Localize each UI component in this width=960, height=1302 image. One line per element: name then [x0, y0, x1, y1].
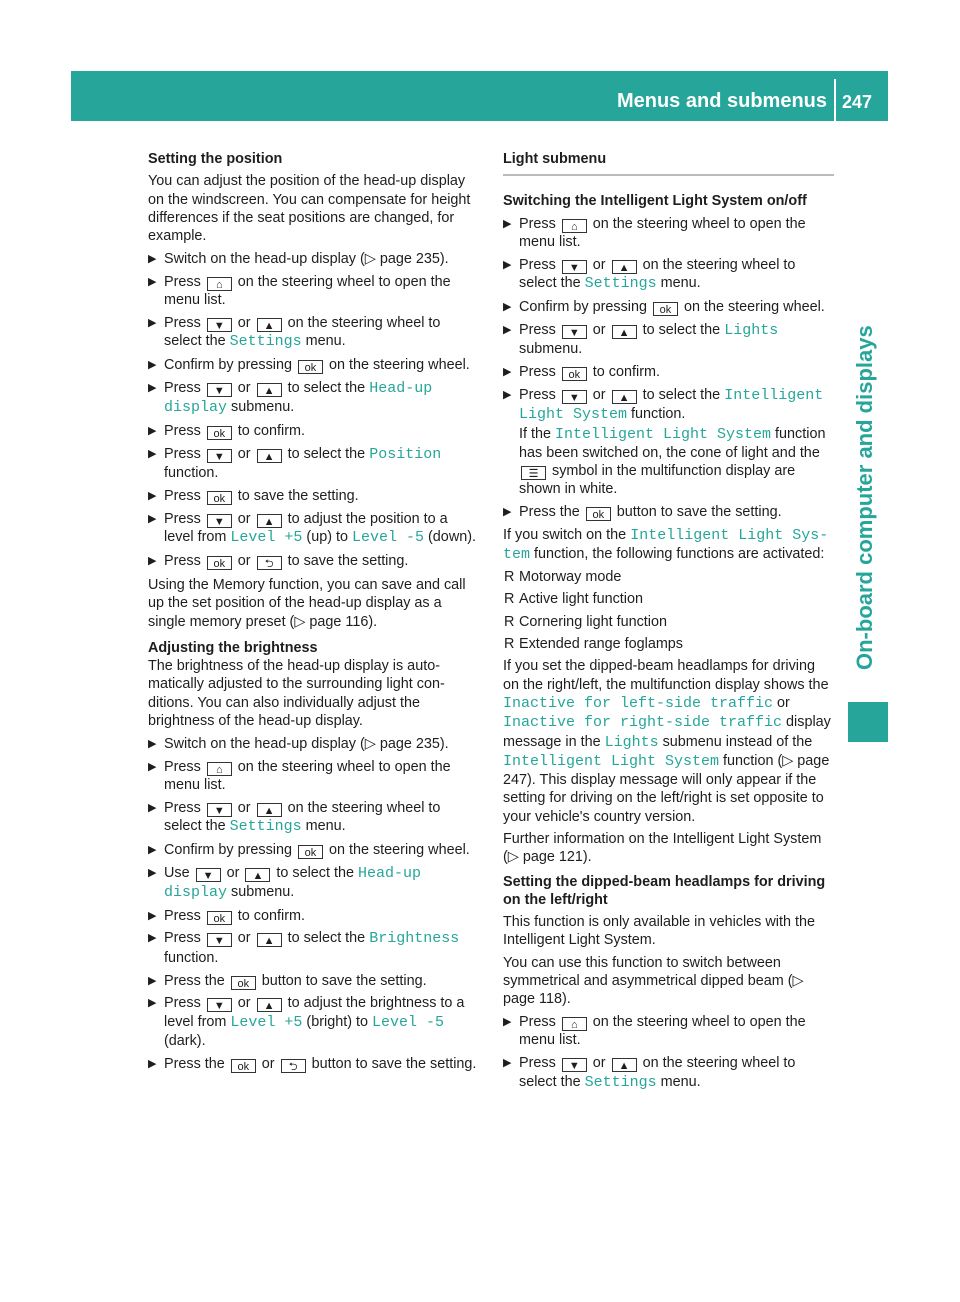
step: ▶ Press ▼ or ▲ to select the Lights submenu. — [503, 322, 779, 358]
home-icon: ⌂ — [562, 219, 587, 233]
bullet-item: R Active light function — [504, 591, 643, 608]
ok-icon: ok — [207, 556, 232, 570]
up-icon: ▲ — [257, 449, 282, 463]
step: ▶ Press ⌂ on the steering wheel to open the menu list. — [503, 216, 806, 251]
ok-icon: ok — [298, 360, 323, 374]
bullet-item: R Cornering light function — [504, 613, 667, 630]
step: ▶ Press ▼ or ▲ to adjust the position to a level from Level +5 (up) to Level -5 (down). — [148, 510, 477, 546]
down-icon: ▼ — [207, 998, 232, 1012]
ok-icon: ok — [562, 367, 587, 381]
arrow-icon: ▶ — [503, 259, 512, 272]
level-minus-5: Level -5 — [372, 1013, 445, 1031]
home-icon: ⌂ — [562, 1017, 587, 1031]
menu-settings: Settings — [584, 275, 657, 293]
menu-settings: Settings — [229, 333, 302, 351]
arrow-icon: ▶ — [148, 554, 157, 567]
paragraph: Using the Memory function, you can save and call up the set position of the head-up display as a single memory preset (▷ page 116). — [148, 576, 466, 630]
up-icon: ▲ — [257, 803, 282, 817]
step: ▶ Press the ok button to save the setting. — [148, 972, 427, 990]
arrow-icon: ▶ — [503, 366, 512, 379]
step: ▶ Press ok to confirm. — [503, 364, 660, 382]
ok-icon: ok — [586, 507, 611, 521]
light-symbol-icon: ☰ — [521, 466, 546, 480]
up-icon: ▲ — [257, 318, 282, 332]
section-title: Menus and submenus — [616, 90, 827, 112]
msg-inactive-right: Inactive for right-side traffic — [503, 714, 783, 732]
arrow-icon: ▶ — [148, 424, 157, 437]
step: ▶ Confirm by pressing ok on the steering wheel. — [148, 356, 470, 374]
step: ▶ Press ▼ or ▲ to select the Head-up display submenu. — [148, 379, 433, 417]
step: ▶ Press ⌂ on the steering wheel to open the menu list. — [503, 1014, 806, 1049]
menu-lights: Lights — [724, 322, 779, 340]
menu-head-up-display: Head-up display — [164, 379, 433, 417]
menu-settings: Settings — [584, 1073, 657, 1091]
ok-icon: ok — [298, 845, 323, 859]
heading-setting-position: Setting the position — [148, 151, 283, 167]
up-icon: ▲ — [257, 383, 282, 397]
up-icon: ▲ — [245, 868, 270, 882]
step: ▶ Press ▼ or ▲ to adjust the brightness to a level from Level +5 (bright) to Level -5 (dark). — [148, 995, 465, 1049]
back-icon: ⮌ — [257, 556, 282, 570]
ok-icon: ok — [231, 976, 256, 990]
page-number: 247 — [842, 92, 873, 112]
arrow-icon: ▶ — [148, 358, 157, 371]
step: ▶ Press ▼ or ▲ to select the Position function. — [148, 445, 442, 481]
heading-dipped-beam: Setting the dipped-beam headlamps for driving on the left/right — [503, 873, 826, 908]
chapter-label: On-board computer and displays — [852, 325, 877, 670]
back-icon: ⮌ — [281, 1059, 306, 1073]
menu-lights: Lights — [604, 733, 659, 751]
paragraph: You can use this function to switch between symmetrical and asymmetrical dipped beam (▷ page 118). — [503, 954, 804, 1008]
down-icon: ▼ — [562, 1058, 587, 1072]
down-icon: ▼ — [196, 868, 221, 882]
step: ▶ Press ok or ⮌ to save the setting. — [148, 552, 409, 570]
arrow-icon: ▶ — [148, 974, 157, 987]
arrow-icon: ▶ — [148, 866, 157, 879]
ok-icon: ok — [207, 911, 232, 925]
arrow-icon: ▶ — [148, 275, 157, 288]
arrow-icon: ▶ — [503, 506, 512, 519]
paragraph: Further information on the Intelligent Light System (▷ page 121). — [503, 831, 822, 866]
arrow-icon: ▶ — [148, 760, 157, 773]
ok-icon: ok — [207, 426, 232, 440]
step: ▶ Confirm by pressing ok on the steering wheel. — [148, 841, 470, 859]
ok-icon: ok — [653, 302, 678, 316]
arrow-icon: ▶ — [148, 1057, 157, 1070]
arrow-icon: ▶ — [503, 324, 512, 337]
function-ils: Intelligent Light System — [503, 752, 720, 770]
step: ▶ Switch on the head-up display (▷ page 235). — [148, 250, 449, 267]
arrow-icon: ▶ — [148, 909, 157, 922]
arrow-icon: ▶ — [503, 1057, 512, 1070]
arrow-icon: ▶ — [148, 801, 157, 814]
level-plus-5: Level +5 — [230, 528, 303, 546]
down-icon: ▼ — [207, 514, 232, 528]
arrow-icon: ▶ — [148, 316, 157, 329]
arrow-icon: ▶ — [148, 252, 157, 265]
down-icon: ▼ — [562, 390, 587, 404]
step: ▶ Press ok to confirm. — [148, 907, 305, 925]
down-icon: ▼ — [207, 318, 232, 332]
msg-inactive-left: Inactive for left-side traffic — [503, 694, 774, 712]
arrow-icon: ▶ — [148, 932, 157, 945]
ok-icon: ok — [207, 491, 232, 505]
step: ▶ Press ▼ or ▲ on the steering wheel to select the Settings menu. — [503, 1055, 796, 1091]
arrow-icon: ▶ — [148, 447, 157, 460]
step: ▶ Press ⌂ on the steering wheel to open the menu list. — [148, 273, 451, 309]
up-icon: ▲ — [612, 325, 637, 339]
step: ▶ Confirm by pressing ok on the steering wheel. — [503, 299, 825, 317]
up-icon: ▲ — [257, 998, 282, 1012]
step: ▶ Press ▼ or ▲ on the steering wheel to select the Settings menu. — [503, 257, 796, 293]
paragraph: If you set the dipped-beam headlamps for driving on the right/left, the multifunction display shows the Inactive for left-side traffic or Inactive for right-side traffic display message in the Lights submenu instead of the Intelligent Light System function (▷ page 247). This display message will only appear if the setting for driving on the left/right is set opposite to your vehicle's country version. — [503, 658, 831, 825]
up-icon: ▲ — [612, 390, 637, 404]
arrow-icon: ▶ — [503, 388, 512, 401]
menu-head-up-display: Head-up display — [164, 864, 422, 901]
down-icon: ▼ — [207, 383, 232, 397]
heading-switching: Switching the Intelligent Light System on/off — [503, 193, 807, 210]
home-icon: ⌂ — [207, 762, 232, 776]
down-icon: ▼ — [562, 325, 587, 339]
step: ▶ Press ok to confirm. — [148, 422, 305, 440]
ok-icon: ok — [231, 1059, 256, 1073]
up-icon: ▲ — [257, 514, 282, 528]
up-icon: ▲ — [612, 260, 637, 274]
step: ▶ Press ok to save the setting. — [148, 487, 359, 505]
bullet-item: R Motorway mode — [504, 569, 622, 586]
function-ils: Intelligent Light System — [503, 526, 829, 563]
page-header — [71, 71, 888, 121]
bullet-item: R Extended range foglamps — [504, 636, 684, 653]
arrow-icon: ▶ — [148, 997, 157, 1010]
step: ▶ Press the ok or ⮌ button to save the setting. — [148, 1055, 477, 1073]
paragraph: If you switch on the Intelligent Light System function, the following functions are activated: — [503, 526, 829, 563]
step: ▶ Press ▼ or ▲ on the steering wheel to select the Settings menu. — [148, 799, 441, 835]
up-icon: ▲ — [257, 933, 282, 947]
step: ▶ Press the ok button to save the setting. — [503, 504, 782, 522]
down-icon: ▼ — [207, 449, 232, 463]
arrow-icon: ▶ — [503, 1016, 512, 1029]
arrow-icon: ▶ — [148, 489, 157, 502]
chapter-marker — [848, 702, 888, 742]
down-icon: ▼ — [207, 803, 232, 817]
menu-brightness: Brightness — [369, 930, 460, 948]
arrow-icon: ▶ — [148, 381, 157, 394]
function-ils: Intelligent Light System — [555, 425, 772, 443]
paragraph: This function is only available in vehicles with the Intelligent Light System. — [503, 914, 815, 949]
menu-position: Position — [369, 445, 442, 463]
arrow-icon: ▶ — [503, 218, 512, 231]
level-plus-5: Level +5 — [230, 1013, 303, 1031]
heading-brightness: Adjusting the brightness — [148, 639, 318, 656]
arrow-icon: ▶ — [148, 737, 157, 750]
step: ▶ Press ▼ or ▲ on the steering wheel to select the Settings menu. — [148, 314, 441, 351]
step: ▶ Press ⌂ on the steering wheel to open the menu list. — [148, 758, 451, 793]
arrow-icon: ▶ — [503, 301, 512, 314]
header-divider — [834, 79, 836, 121]
divider — [503, 174, 834, 176]
paragraph: The brightness of the head-up display is automatically adjusted to the surrounding light conditions. You can also individually adjust the brightness of the head-up display. — [148, 658, 445, 730]
arrow-icon: ▶ — [148, 512, 157, 525]
step: ▶ Press ▼ or ▲ to select the Brightness function. — [148, 930, 460, 966]
level-minus-5: Level -5 — [352, 528, 425, 546]
right-column — [503, 150, 834, 1092]
home-icon: ⌂ — [207, 277, 232, 291]
up-icon: ▲ — [612, 1058, 637, 1072]
step: ▶ Use ▼ or ▲ to select the Head-up display submenu. — [148, 864, 422, 901]
arrow-icon: ▶ — [148, 843, 157, 856]
menu-settings: Settings — [229, 818, 302, 835]
step: ▶ Switch on the head-up display (▷ page 235). — [148, 735, 449, 752]
paragraph: You can adjust the position of the head-up display on the windscreen. You can compensate for height differences if the seat positions are changed, for example. — [148, 173, 471, 245]
down-icon: ▼ — [562, 260, 587, 274]
step: ▶ Press ▼ or ▲ to select the Intelligent Light System function. If the Intelligent Light System function has been switched on, the cone of light and the ☰ symbol in the multifunction display are shown in white. — [503, 386, 826, 498]
heading-light-submenu: Light submenu — [503, 151, 607, 167]
left-column — [148, 150, 481, 1073]
chapter-tab — [848, 200, 888, 670]
menu-intelligent-light-system: Intelligent Light System — [519, 386, 824, 424]
down-icon: ▼ — [207, 933, 232, 947]
